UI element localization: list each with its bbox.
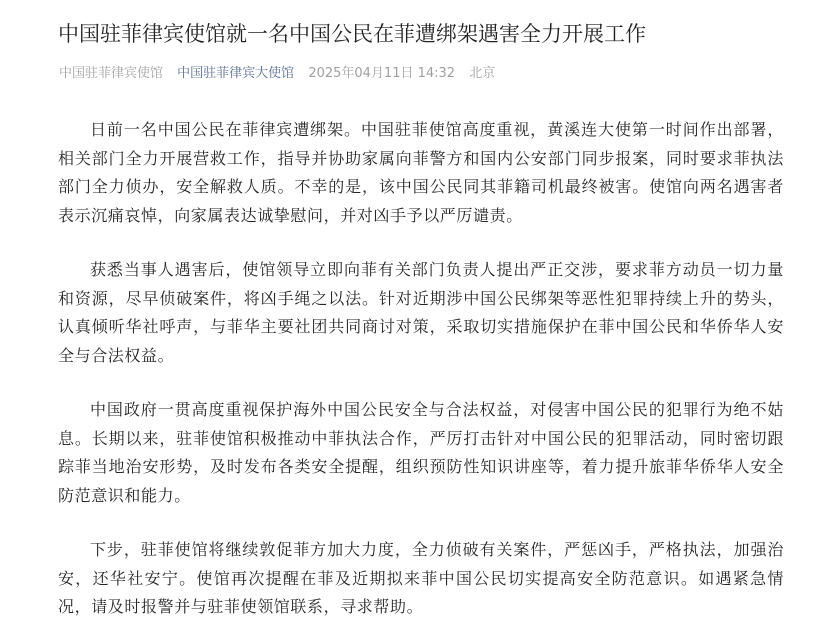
article-title: 中国驻菲律宾使馆就一名中国公民在菲遭绑架遇害全力开展工作 xyxy=(58,22,646,46)
paragraph: 中国政府一贯高度重视保护海外中国公民安全与合法权益，对侵害中国公民的犯罪行为绝不姑息。长期以来，驻菲使馆积极推动中菲执法合作，严厉打击针对中国公民的犯罪活动，同时密切跟踪菲当地治安形势，及时发布各类安全提醒，组织预防性知识讲座等，着力提升旅菲华侨华人安全防范意识和能力。 xyxy=(58,400,784,505)
article-body xyxy=(58,116,784,622)
paragraph: 下步，驻菲使馆将继续敦促菲方加大力度，全力侦破有关案件，严惩凶手，严格执法，加强治安，还华社安宁。使馆再次提醒在菲及近期拟来菲中国公民切实提高安全防范意识。如遇紧急情况，请及时报警并与驻菲使领馆联系，寻求帮助。 xyxy=(58,540,784,616)
publish-location: 北京 xyxy=(469,66,496,81)
publish-date: 2025年04月11日 14:32 xyxy=(308,66,456,81)
paragraph: 获悉当事人遇害后，使馆领导立即向菲有关部门负责人提出严正交涉，要求菲方动员一切力量和资源，尽早侦破案件，将凶手绳之以法。针对近期涉中国公民绑架等恶性犯罪持续上升的势头，认真倾听华社呼声，与菲华主要社团共同商讨对策，采取切实措施保护在菲中国公民和华侨华人安全与合法权益。 xyxy=(58,260,784,365)
account-name-link[interactable]: 中国驻菲律宾大使馆 xyxy=(177,66,295,81)
paragraph: 日前一名中国公民在菲律宾遭绑架。中国驻菲使馆高度重视，黄溪连大使第一时间作出部署，相关部门全力开展营救工作，指导并协助家属向菲警方和国内公安部门同步报案，同时要求菲执法部门全力侦办，安全解救人质。不幸的是，该中国公民同其菲籍司机最终被害。使馆向两名遇害者表示沉痛哀悼，向家属表达诚挚慰问，并对凶手予以严厉谴责。 xyxy=(58,120,784,225)
meta-source: 中国驻菲律宾使馆 xyxy=(59,66,164,81)
article-meta xyxy=(59,64,505,84)
